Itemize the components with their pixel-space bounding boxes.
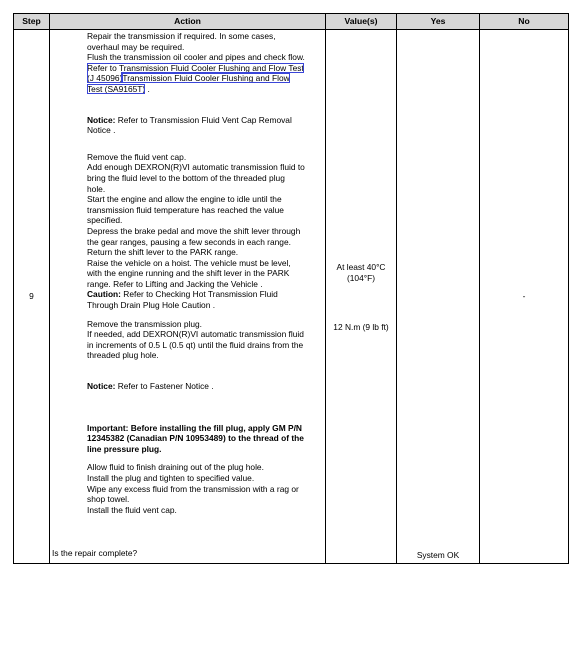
important-fill-plug: Important: Before installing the fill plug, apply GM P/N 12345382 (Canadian P/N 10953489) to the thread of the line pressure plug. bbox=[87, 422, 304, 454]
caution-label: Caution: bbox=[87, 289, 121, 300]
header-yes: Yes bbox=[397, 14, 480, 30]
notice-vent-cap-text: Refer to Transmission Fluid Vent Cap Removal Notice . bbox=[87, 114, 292, 136]
diagnostic-table bbox=[13, 13, 569, 564]
repair-complete-question: Is the repair complete? bbox=[52, 548, 138, 559]
notice-vent-cap bbox=[87, 115, 305, 136]
yes-result: System OK bbox=[397, 30, 480, 564]
header-values: Value(s) bbox=[326, 14, 397, 30]
action-flush-paragraph bbox=[87, 52, 305, 94]
temperature-fahrenheit: (104°F) bbox=[346, 272, 376, 283]
step-remove-plug: Remove the transmission plug. bbox=[87, 318, 202, 329]
step-raise-vehicle: Raise the vehicle on a hoist. The vehicle must be level, with the engine running and the shift lever in the PARK range. Refer to Lifting and Jacking the Vehicle . bbox=[87, 257, 291, 289]
caution-hot-fluid bbox=[87, 289, 305, 310]
values-cell bbox=[326, 30, 397, 564]
header-step: Step bbox=[14, 14, 50, 30]
notice-fastener-text: Refer to Fastener Notice . bbox=[115, 381, 214, 392]
notice-label: Notice: bbox=[87, 114, 116, 125]
step-add-fluid: Add enough DEXRON(R)VI automatic transmission fluid to bring the fluid level to the bottom of the threaded plug hole. bbox=[87, 162, 305, 194]
step-install-vent-cap: Install the fluid vent cap. bbox=[87, 504, 177, 515]
step-drain-fluid: Allow fluid to finish draining out of the plug hole. bbox=[87, 462, 264, 473]
action-repair-text: Repair the transmission if required. In some cases, overhaul may be required. bbox=[87, 31, 276, 52]
header-action: Action bbox=[50, 14, 326, 30]
table-row bbox=[14, 30, 569, 564]
step-remove-vent-cap: Remove the fluid vent cap. bbox=[87, 151, 187, 162]
header-row bbox=[14, 14, 569, 30]
link-suffix: . bbox=[145, 83, 150, 94]
caution-hot-fluid-text: Refer to Checking Hot Transmission Fluid Through Drain Plug Hole Caution . bbox=[87, 289, 278, 311]
action-flush-text: Flush the transmission oil cooler and pipes and check flow. bbox=[87, 52, 305, 63]
notice-label: Notice: bbox=[87, 381, 116, 392]
step-install-plug: Install the plug and tighten to specified value. bbox=[87, 473, 255, 483]
step-add-fluid-increments: If needed, add DEXRON(R)VI automatic transmission fluid in increments of 0.5 L (0.5 qt) until the fluid drains from the threaded plug hole. bbox=[87, 329, 304, 361]
step-start-engine: Start the engine and allow the engine to idle until the transmission fluid temperature has reached the value specified. bbox=[87, 194, 284, 226]
step-number: 9 bbox=[14, 30, 50, 564]
action-cell bbox=[50, 30, 326, 564]
cooler-flush-link-sa9165t[interactable]: Transmission Fluid Cooler Flushing and Flow Test (SA9165T) bbox=[87, 73, 290, 94]
temperature-celsius: At least 40°C bbox=[336, 262, 386, 272]
step-shift-gears: Depress the brake pedal and move the shift lever through the gear ranges, pausing a few seconds in each range. Return the shift lever to the PARK range. bbox=[87, 225, 301, 258]
step-wipe-fluid: Wipe any excess fluid from the transmission with a rag or shop towel. bbox=[87, 483, 299, 505]
header-no: No bbox=[480, 14, 569, 30]
no-result: - bbox=[480, 30, 569, 564]
cooler-flush-link-j45096[interactable]: Refer to Transmission Fluid Cooler Flushing and Flow Test (J 45096) bbox=[87, 62, 304, 84]
torque-value: 12 N.m (9 lb ft) bbox=[333, 322, 389, 332]
temperature-value bbox=[326, 262, 396, 283]
notice-fastener bbox=[87, 381, 305, 392]
